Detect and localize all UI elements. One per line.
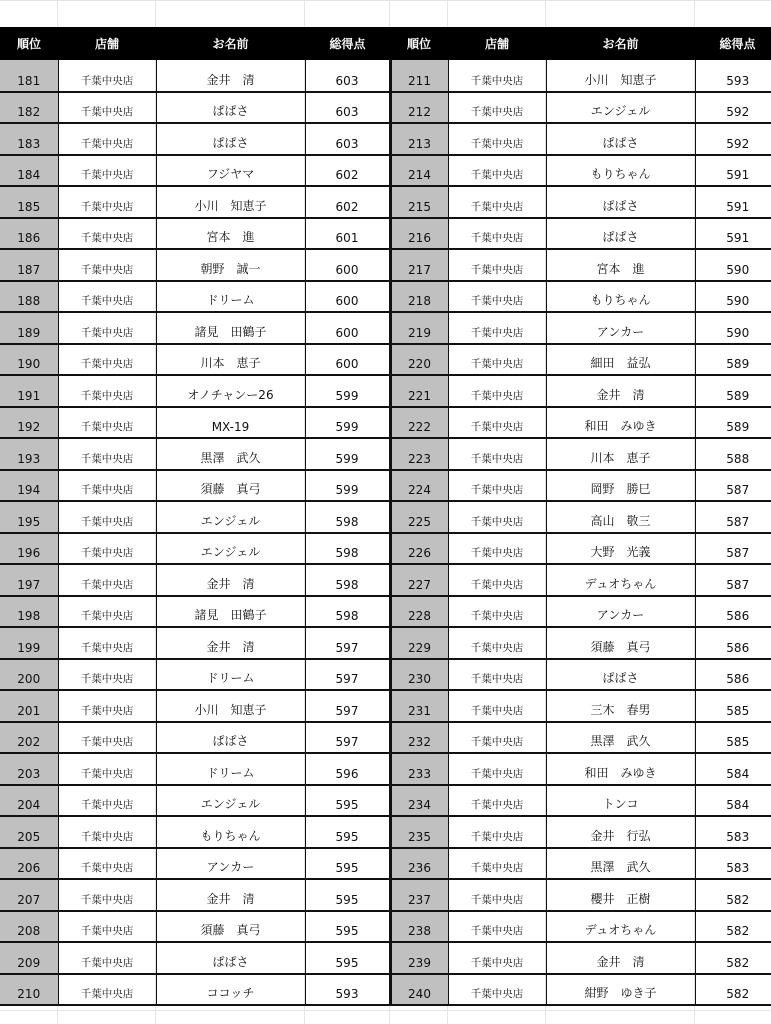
rank-cell: 182 <box>0 92 58 124</box>
table-row <box>0 470 771 502</box>
name-cell: 須藤 真弓 <box>156 911 305 943</box>
score-cell: 586 <box>695 596 771 628</box>
score-cell: 590 <box>695 281 771 313</box>
name-cell: 川本 恵子 <box>546 438 695 470</box>
name-cell: 須藤 真弓 <box>546 627 695 659</box>
rank-cell: 222 <box>390 407 448 439</box>
table-row <box>0 753 771 785</box>
store-cell: 千葉中央店 <box>448 501 546 533</box>
store-cell: 千葉中央店 <box>58 722 156 754</box>
table-row <box>0 407 771 439</box>
table-row <box>0 438 771 470</box>
store-cell: 千葉中央店 <box>448 470 546 502</box>
table-row <box>0 249 771 281</box>
name-cell: 櫻井 正樹 <box>546 879 695 911</box>
store-cell: 千葉中央店 <box>58 344 156 376</box>
store-cell: 千葉中央店 <box>58 281 156 313</box>
score-cell: 590 <box>695 249 771 281</box>
rank-cell: 184 <box>0 155 58 187</box>
score-cell: 591 <box>695 155 771 187</box>
score-cell: 585 <box>695 690 771 722</box>
store-cell: 千葉中央店 <box>448 186 546 218</box>
name-cell: ぱぱさ <box>546 659 695 691</box>
table-row <box>0 785 771 817</box>
rank-cell: 213 <box>390 123 448 155</box>
rank-cell: 194 <box>0 470 58 502</box>
name-cell: 諸見 田鶴子 <box>156 312 305 344</box>
name-cell: トンコ <box>546 785 695 817</box>
store-cell: 千葉中央店 <box>448 627 546 659</box>
score-cell: 582 <box>695 942 771 974</box>
header-score: 総得点 <box>305 27 390 60</box>
header-row <box>0 27 771 60</box>
score-cell: 587 <box>695 470 771 502</box>
name-cell: エンジェル <box>546 92 695 124</box>
rank-cell: 226 <box>390 533 448 565</box>
table-row <box>0 533 771 565</box>
store-cell: 千葉中央店 <box>448 659 546 691</box>
store-cell: 千葉中央店 <box>58 407 156 439</box>
rank-cell: 203 <box>0 753 58 785</box>
table-row <box>0 501 771 533</box>
store-cell: 千葉中央店 <box>448 312 546 344</box>
rank-cell: 183 <box>0 123 58 155</box>
store-cell: 千葉中央店 <box>448 375 546 407</box>
table-row <box>0 659 771 691</box>
store-cell: 千葉中央店 <box>58 596 156 628</box>
score-cell: 600 <box>305 281 390 313</box>
score-cell: 600 <box>305 249 390 281</box>
rank-cell: 200 <box>0 659 58 691</box>
rank-cell: 227 <box>390 564 448 596</box>
score-cell: 591 <box>695 186 771 218</box>
score-cell: 592 <box>695 92 771 124</box>
name-cell: 大野 光義 <box>546 533 695 565</box>
name-cell: 金井 清 <box>156 879 305 911</box>
name-cell: オノチャンー26 <box>156 375 305 407</box>
score-cell: 600 <box>305 312 390 344</box>
name-cell: 朝野 誠一 <box>156 249 305 281</box>
rank-cell: 210 <box>0 974 58 1006</box>
rank-cell: 239 <box>390 942 448 974</box>
store-cell: 千葉中央店 <box>448 690 546 722</box>
rank-cell: 202 <box>0 722 58 754</box>
rank-cell: 221 <box>390 375 448 407</box>
name-cell: もりちゃん <box>546 155 695 187</box>
name-cell: 三木 春男 <box>546 690 695 722</box>
header-rank: 順位 <box>390 27 448 60</box>
score-cell: 586 <box>695 627 771 659</box>
store-cell: 千葉中央店 <box>58 753 156 785</box>
score-cell: 596 <box>305 753 390 785</box>
name-cell: ドリーム <box>156 753 305 785</box>
score-cell: 598 <box>305 501 390 533</box>
name-cell: ぱぱさ <box>546 218 695 250</box>
score-cell: 597 <box>305 627 390 659</box>
store-cell: 千葉中央店 <box>58 155 156 187</box>
score-cell: 584 <box>695 785 771 817</box>
table-row <box>0 281 771 313</box>
store-cell: 千葉中央店 <box>448 60 546 92</box>
store-cell: 千葉中央店 <box>448 533 546 565</box>
table-row <box>0 879 771 911</box>
score-cell: 595 <box>305 879 390 911</box>
rank-cell: 188 <box>0 281 58 313</box>
score-cell: 599 <box>305 407 390 439</box>
score-cell: 583 <box>695 816 771 848</box>
rank-cell: 238 <box>390 911 448 943</box>
score-cell: 603 <box>305 123 390 155</box>
store-cell: 千葉中央店 <box>448 281 546 313</box>
name-cell: アンカー <box>546 596 695 628</box>
score-cell: 599 <box>305 438 390 470</box>
rank-cell: 187 <box>0 249 58 281</box>
name-cell: ドリーム <box>156 659 305 691</box>
table-row <box>0 218 771 250</box>
rank-cell: 240 <box>390 974 448 1006</box>
name-cell: 金井 清 <box>546 942 695 974</box>
score-cell: 590 <box>695 312 771 344</box>
rank-cell: 186 <box>0 218 58 250</box>
table-row <box>0 816 771 848</box>
score-cell: 587 <box>695 564 771 596</box>
score-cell: 599 <box>305 470 390 502</box>
rank-cell: 201 <box>0 690 58 722</box>
rank-cell: 233 <box>390 753 448 785</box>
score-cell: 593 <box>695 60 771 92</box>
store-cell: 千葉中央店 <box>448 785 546 817</box>
store-cell: 千葉中央店 <box>58 816 156 848</box>
store-cell: 千葉中央店 <box>58 186 156 218</box>
header-name: お名前 <box>546 27 695 60</box>
name-cell: 金井 清 <box>156 627 305 659</box>
store-cell: 千葉中央店 <box>448 92 546 124</box>
name-cell: 小川 知恵子 <box>156 186 305 218</box>
store-cell: 千葉中央店 <box>448 816 546 848</box>
name-cell: エンジェル <box>156 785 305 817</box>
rank-cell: 198 <box>0 596 58 628</box>
store-cell: 千葉中央店 <box>448 218 546 250</box>
name-cell: 諸見 田鶴子 <box>156 596 305 628</box>
table-row <box>0 848 771 880</box>
score-cell: 588 <box>695 438 771 470</box>
store-cell: 千葉中央店 <box>448 722 546 754</box>
score-cell: 589 <box>695 375 771 407</box>
rank-cell: 193 <box>0 438 58 470</box>
name-cell: 紺野 ゆき子 <box>546 974 695 1006</box>
rank-cell: 197 <box>0 564 58 596</box>
rank-cell: 196 <box>0 533 58 565</box>
name-cell: もりちゃん <box>546 281 695 313</box>
score-cell: 598 <box>305 596 390 628</box>
name-cell: 金井 清 <box>156 60 305 92</box>
score-cell: 585 <box>695 722 771 754</box>
rank-cell: 190 <box>0 344 58 376</box>
rank-cell: 234 <box>390 785 448 817</box>
table-row <box>0 344 771 376</box>
name-cell: アンカー <box>546 312 695 344</box>
store-cell: 千葉中央店 <box>448 564 546 596</box>
table-row <box>0 942 771 974</box>
store-cell: 千葉中央店 <box>448 249 546 281</box>
store-cell: 千葉中央店 <box>448 848 546 880</box>
store-cell: 千葉中央店 <box>58 92 156 124</box>
score-cell: 591 <box>695 218 771 250</box>
name-cell: ココッチ <box>156 974 305 1006</box>
rank-cell: 217 <box>390 249 448 281</box>
header-store: 店舗 <box>448 27 546 60</box>
table-row <box>0 911 771 943</box>
rank-cell: 216 <box>390 218 448 250</box>
table-row <box>0 596 771 628</box>
store-cell: 千葉中央店 <box>448 974 546 1006</box>
table-row <box>0 690 771 722</box>
score-cell: 582 <box>695 879 771 911</box>
score-cell: 597 <box>305 690 390 722</box>
score-cell: 595 <box>305 911 390 943</box>
store-cell: 千葉中央店 <box>58 659 156 691</box>
table-row <box>0 123 771 155</box>
rank-cell: 215 <box>390 186 448 218</box>
table-row <box>0 375 771 407</box>
table-row <box>0 974 771 1006</box>
name-cell: 小川 知恵子 <box>156 690 305 722</box>
store-cell: 千葉中央店 <box>448 911 546 943</box>
score-cell: 600 <box>305 344 390 376</box>
score-cell: 587 <box>695 533 771 565</box>
name-cell: エンジェル <box>156 501 305 533</box>
store-cell: 千葉中央店 <box>58 911 156 943</box>
rank-cell: 235 <box>390 816 448 848</box>
name-cell: 小川 知恵子 <box>546 60 695 92</box>
store-cell: 千葉中央店 <box>58 533 156 565</box>
header-name: お名前 <box>156 27 305 60</box>
score-cell: 597 <box>305 659 390 691</box>
store-cell: 千葉中央店 <box>58 501 156 533</box>
store-cell: 千葉中央店 <box>58 438 156 470</box>
name-cell: 宮本 進 <box>156 218 305 250</box>
name-cell: 黒澤 武久 <box>546 848 695 880</box>
store-cell: 千葉中央店 <box>448 344 546 376</box>
name-cell: MX-19 <box>156 407 305 439</box>
score-cell: 598 <box>305 564 390 596</box>
table-row <box>0 627 771 659</box>
score-cell: 595 <box>305 816 390 848</box>
rank-cell: 206 <box>0 848 58 880</box>
store-cell: 千葉中央店 <box>448 123 546 155</box>
score-cell: 602 <box>305 155 390 187</box>
rank-cell: 212 <box>390 92 448 124</box>
header-store: 店舗 <box>58 27 156 60</box>
score-cell: 589 <box>695 407 771 439</box>
name-cell: 和田 みゆき <box>546 753 695 785</box>
rank-cell: 218 <box>390 281 448 313</box>
name-cell: ドリーム <box>156 281 305 313</box>
store-cell: 千葉中央店 <box>58 848 156 880</box>
name-cell: 須藤 真弓 <box>156 470 305 502</box>
score-cell: 592 <box>695 123 771 155</box>
rank-cell: 224 <box>390 470 448 502</box>
score-cell: 595 <box>305 848 390 880</box>
store-cell: 千葉中央店 <box>58 375 156 407</box>
table-row <box>0 92 771 124</box>
store-cell: 千葉中央店 <box>58 942 156 974</box>
score-cell: 587 <box>695 501 771 533</box>
name-cell: 金井 清 <box>156 564 305 596</box>
rank-cell: 191 <box>0 375 58 407</box>
name-cell: ぱぱさ <box>546 186 695 218</box>
rank-cell: 199 <box>0 627 58 659</box>
store-cell: 千葉中央店 <box>448 407 546 439</box>
name-cell: 宮本 進 <box>546 249 695 281</box>
rank-cell: 209 <box>0 942 58 974</box>
header-rank: 順位 <box>0 27 58 60</box>
table-row <box>0 564 771 596</box>
name-cell: 和田 みゆき <box>546 407 695 439</box>
store-cell: 千葉中央店 <box>58 249 156 281</box>
score-cell: 595 <box>305 942 390 974</box>
table-row <box>0 155 771 187</box>
gridline <box>0 1010 771 1011</box>
score-cell: 601 <box>305 218 390 250</box>
score-cell: 582 <box>695 911 771 943</box>
store-cell: 千葉中央店 <box>448 596 546 628</box>
rank-cell: 207 <box>0 879 58 911</box>
name-cell: ぱぱさ <box>156 942 305 974</box>
store-cell: 千葉中央店 <box>58 879 156 911</box>
store-cell: 千葉中央店 <box>448 438 546 470</box>
name-cell: もりちゃん <box>156 816 305 848</box>
name-cell: ぱぱさ <box>546 123 695 155</box>
rank-cell: 229 <box>390 627 448 659</box>
name-cell: 細田 益弘 <box>546 344 695 376</box>
rank-cell: 208 <box>0 911 58 943</box>
rank-cell: 211 <box>390 60 448 92</box>
rank-cell: 231 <box>390 690 448 722</box>
store-cell: 千葉中央店 <box>58 690 156 722</box>
rank-cell: 219 <box>390 312 448 344</box>
store-cell: 千葉中央店 <box>58 218 156 250</box>
name-cell: アンカー <box>156 848 305 880</box>
store-cell: 千葉中央店 <box>58 974 156 1006</box>
rank-cell: 237 <box>390 879 448 911</box>
rank-cell: 185 <box>0 186 58 218</box>
score-cell: 589 <box>695 344 771 376</box>
store-cell: 千葉中央店 <box>448 753 546 785</box>
name-cell: 黒澤 武久 <box>546 722 695 754</box>
store-cell: 千葉中央店 <box>58 627 156 659</box>
store-cell: 千葉中央店 <box>58 785 156 817</box>
score-cell: 597 <box>305 722 390 754</box>
name-cell: エンジェル <box>156 533 305 565</box>
rank-cell: 181 <box>0 60 58 92</box>
table-row <box>0 60 771 92</box>
rank-cell: 232 <box>390 722 448 754</box>
name-cell: デュオちゃん <box>546 564 695 596</box>
store-cell: 千葉中央店 <box>58 312 156 344</box>
name-cell: 金井 清 <box>546 375 695 407</box>
name-cell: ぱぱさ <box>156 722 305 754</box>
store-cell: 千葉中央店 <box>448 155 546 187</box>
name-cell: 川本 恵子 <box>156 344 305 376</box>
name-cell: 岡野 勝巳 <box>546 470 695 502</box>
score-cell: 602 <box>305 186 390 218</box>
table-row <box>0 722 771 754</box>
score-cell: 586 <box>695 659 771 691</box>
score-cell: 582 <box>695 974 771 1006</box>
score-cell: 603 <box>305 60 390 92</box>
gridline <box>0 0 771 1</box>
rank-cell: 220 <box>390 344 448 376</box>
name-cell: 高山 敬三 <box>546 501 695 533</box>
name-cell: 金井 行弘 <box>546 816 695 848</box>
store-cell: 千葉中央店 <box>58 60 156 92</box>
name-cell: フジヤマ <box>156 155 305 187</box>
header-score: 総得点 <box>695 27 771 60</box>
store-cell: 千葉中央店 <box>58 470 156 502</box>
store-cell: 千葉中央店 <box>58 564 156 596</box>
store-cell: 千葉中央店 <box>448 942 546 974</box>
rank-cell: 225 <box>390 501 448 533</box>
name-cell: デュオちゃん <box>546 911 695 943</box>
rank-cell: 195 <box>0 501 58 533</box>
rank-cell: 205 <box>0 816 58 848</box>
table-row <box>0 186 771 218</box>
name-cell: 黒澤 武久 <box>156 438 305 470</box>
rank-cell: 204 <box>0 785 58 817</box>
rank-cell: 189 <box>0 312 58 344</box>
score-cell: 599 <box>305 375 390 407</box>
store-cell: 千葉中央店 <box>448 879 546 911</box>
name-cell: ぱぱさ <box>156 92 305 124</box>
score-cell: 593 <box>305 974 390 1006</box>
rank-cell: 228 <box>390 596 448 628</box>
rank-cell: 223 <box>390 438 448 470</box>
rank-cell: 214 <box>390 155 448 187</box>
score-cell: 584 <box>695 753 771 785</box>
rank-cell: 230 <box>390 659 448 691</box>
score-cell: 598 <box>305 533 390 565</box>
rank-cell: 236 <box>390 848 448 880</box>
ranking-table <box>0 27 771 1006</box>
score-cell: 603 <box>305 92 390 124</box>
score-cell: 595 <box>305 785 390 817</box>
store-cell: 千葉中央店 <box>58 123 156 155</box>
table-row <box>0 312 771 344</box>
name-cell: ぱぱさ <box>156 123 305 155</box>
rank-cell: 192 <box>0 407 58 439</box>
score-cell: 583 <box>695 848 771 880</box>
